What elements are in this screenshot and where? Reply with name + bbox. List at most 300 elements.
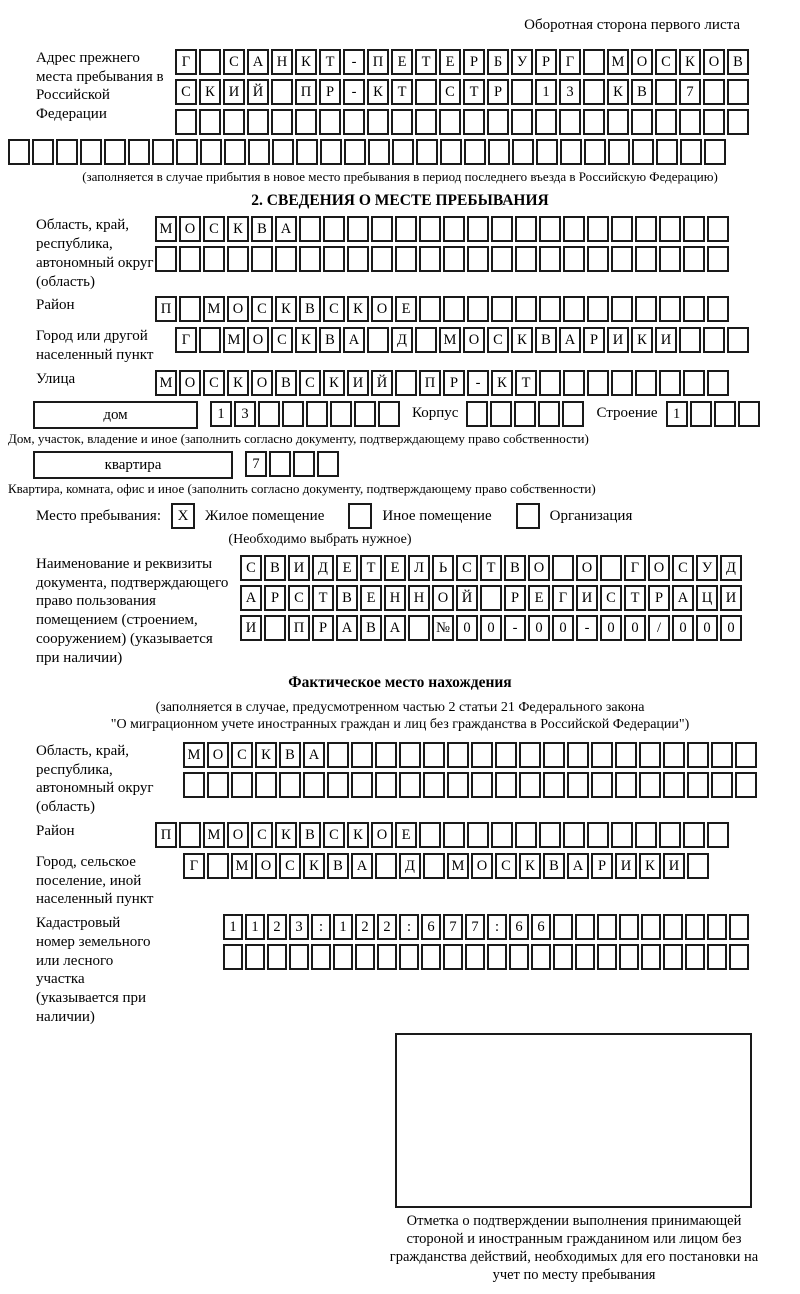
- char-cell[interactable]: [735, 742, 757, 768]
- char-cell[interactable]: [567, 742, 589, 768]
- char-cell[interactable]: [423, 853, 445, 879]
- char-cell[interactable]: В: [251, 216, 273, 242]
- char-cell[interactable]: И: [240, 615, 262, 641]
- char-cell[interactable]: [597, 944, 617, 970]
- char-cell[interactable]: [639, 772, 661, 798]
- char-cell[interactable]: 1: [245, 914, 265, 940]
- char-cell[interactable]: [563, 296, 585, 322]
- char-cell[interactable]: [659, 296, 681, 322]
- char-cell[interactable]: 0: [624, 615, 646, 641]
- char-cell[interactable]: В: [275, 370, 297, 396]
- char-cell[interactable]: 6: [531, 914, 551, 940]
- char-cell[interactable]: [323, 216, 345, 242]
- char-cell[interactable]: Р: [591, 853, 613, 879]
- char-cell[interactable]: [487, 944, 507, 970]
- char-cell[interactable]: [619, 944, 639, 970]
- char-cell[interactable]: [591, 772, 613, 798]
- char-cell[interactable]: С: [456, 555, 478, 581]
- char-cell[interactable]: С: [223, 49, 245, 75]
- char-cell[interactable]: [351, 772, 373, 798]
- char-cell[interactable]: 0: [672, 615, 694, 641]
- char-cell[interactable]: [375, 853, 397, 879]
- char-cell[interactable]: [635, 370, 657, 396]
- char-cell[interactable]: [200, 139, 222, 165]
- char-cell[interactable]: О: [371, 822, 393, 848]
- char-cell[interactable]: [659, 216, 681, 242]
- char-cell[interactable]: [490, 401, 512, 427]
- char-cell[interactable]: [375, 772, 397, 798]
- char-cell[interactable]: 7: [245, 451, 267, 477]
- char-cell[interactable]: С: [299, 370, 321, 396]
- char-cell[interactable]: П: [155, 296, 177, 322]
- char-cell[interactable]: [247, 109, 269, 135]
- char-cell[interactable]: [311, 944, 331, 970]
- char-cell[interactable]: [271, 79, 293, 105]
- char-cell[interactable]: [683, 296, 705, 322]
- char-cell[interactable]: [317, 451, 339, 477]
- char-cell[interactable]: Н: [384, 585, 406, 611]
- char-cell[interactable]: Г: [552, 585, 574, 611]
- char-cell[interactable]: И: [223, 79, 245, 105]
- char-cell[interactable]: [727, 327, 749, 353]
- char-cell[interactable]: [467, 216, 489, 242]
- char-cell[interactable]: В: [336, 585, 358, 611]
- char-cell[interactable]: [399, 742, 421, 768]
- char-cell[interactable]: [464, 139, 486, 165]
- char-cell[interactable]: [659, 370, 681, 396]
- char-cell[interactable]: О: [471, 853, 493, 879]
- char-cell[interactable]: [179, 246, 201, 272]
- char-cell[interactable]: И: [347, 370, 369, 396]
- char-cell[interactable]: [587, 246, 609, 272]
- char-cell[interactable]: [539, 822, 561, 848]
- char-cell[interactable]: :: [311, 914, 331, 940]
- char-cell[interactable]: А: [672, 585, 694, 611]
- char-cell[interactable]: [519, 772, 541, 798]
- char-cell[interactable]: [635, 246, 657, 272]
- char-cell[interactable]: Й: [247, 79, 269, 105]
- char-cell[interactable]: [377, 944, 397, 970]
- char-cell[interactable]: [539, 296, 561, 322]
- char-cell[interactable]: Г: [559, 49, 581, 75]
- char-cell[interactable]: [378, 401, 400, 427]
- char-cell[interactable]: [563, 822, 585, 848]
- char-cell[interactable]: [608, 139, 630, 165]
- char-cell[interactable]: [587, 822, 609, 848]
- char-cell[interactable]: Й: [371, 370, 393, 396]
- char-cell[interactable]: О: [371, 296, 393, 322]
- char-cell[interactable]: [735, 772, 757, 798]
- char-cell[interactable]: 0: [528, 615, 550, 641]
- char-cell[interactable]: [471, 742, 493, 768]
- char-cell[interactable]: Г: [175, 327, 197, 353]
- char-cell[interactable]: [729, 914, 749, 940]
- char-cell[interactable]: И: [288, 555, 310, 581]
- char-cell[interactable]: [707, 246, 729, 272]
- char-cell[interactable]: О: [528, 555, 550, 581]
- char-cell[interactable]: И: [720, 585, 742, 611]
- char-cell[interactable]: -: [504, 615, 526, 641]
- char-cell[interactable]: [179, 822, 201, 848]
- char-cell[interactable]: [655, 79, 677, 105]
- char-cell[interactable]: Р: [648, 585, 670, 611]
- char-cell[interactable]: 0: [456, 615, 478, 641]
- char-cell[interactable]: М: [203, 822, 225, 848]
- char-cell[interactable]: В: [319, 327, 341, 353]
- char-cell[interactable]: [707, 822, 729, 848]
- char-cell[interactable]: [319, 109, 341, 135]
- char-cell[interactable]: [443, 246, 465, 272]
- char-cell[interactable]: С: [175, 79, 197, 105]
- char-cell[interactable]: [591, 742, 613, 768]
- char-cell[interactable]: [303, 772, 325, 798]
- char-cell[interactable]: 0: [552, 615, 574, 641]
- char-cell[interactable]: И: [607, 327, 629, 353]
- char-cell[interactable]: [515, 296, 537, 322]
- char-cell[interactable]: [631, 109, 653, 135]
- char-cell[interactable]: Е: [360, 585, 382, 611]
- char-cell[interactable]: Р: [487, 79, 509, 105]
- char-cell[interactable]: Т: [391, 79, 413, 105]
- char-cell[interactable]: 0: [480, 615, 502, 641]
- char-cell[interactable]: О: [648, 555, 670, 581]
- char-cell[interactable]: [575, 944, 595, 970]
- char-cell[interactable]: [727, 109, 749, 135]
- char-cell[interactable]: [487, 109, 509, 135]
- char-cell[interactable]: Р: [264, 585, 286, 611]
- char-cell[interactable]: [587, 370, 609, 396]
- char-cell[interactable]: [419, 822, 441, 848]
- char-cell[interactable]: [423, 772, 445, 798]
- char-cell[interactable]: [619, 914, 639, 940]
- char-cell[interactable]: [367, 109, 389, 135]
- char-cell[interactable]: [583, 79, 605, 105]
- char-cell[interactable]: [552, 555, 574, 581]
- char-cell[interactable]: С: [672, 555, 694, 581]
- char-cell[interactable]: К: [367, 79, 389, 105]
- char-cell[interactable]: [399, 944, 419, 970]
- char-cell[interactable]: [511, 79, 533, 105]
- char-cell[interactable]: [611, 296, 633, 322]
- char-cell[interactable]: [491, 296, 513, 322]
- char-cell[interactable]: [563, 370, 585, 396]
- char-cell[interactable]: 0: [696, 615, 718, 641]
- char-cell[interactable]: [703, 79, 725, 105]
- char-cell[interactable]: Й: [456, 585, 478, 611]
- char-cell[interactable]: Т: [463, 79, 485, 105]
- char-cell[interactable]: Е: [391, 49, 413, 75]
- char-cell[interactable]: А: [343, 327, 365, 353]
- char-cell[interactable]: О: [631, 49, 653, 75]
- char-cell[interactable]: Г: [624, 555, 646, 581]
- char-cell[interactable]: [538, 401, 560, 427]
- char-cell[interactable]: М: [231, 853, 253, 879]
- char-cell[interactable]: С: [279, 853, 301, 879]
- char-cell[interactable]: [488, 139, 510, 165]
- char-cell[interactable]: В: [631, 79, 653, 105]
- char-cell[interactable]: А: [275, 216, 297, 242]
- char-cell[interactable]: Е: [528, 585, 550, 611]
- char-cell[interactable]: М: [155, 216, 177, 242]
- char-cell[interactable]: [347, 216, 369, 242]
- char-cell[interactable]: М: [223, 327, 245, 353]
- char-cell[interactable]: [615, 772, 637, 798]
- char-cell[interactable]: М: [203, 296, 225, 322]
- char-cell[interactable]: К: [295, 327, 317, 353]
- char-cell[interactable]: Д: [720, 555, 742, 581]
- char-cell[interactable]: Е: [336, 555, 358, 581]
- char-cell[interactable]: [199, 327, 221, 353]
- char-cell[interactable]: Н: [408, 585, 430, 611]
- char-cell[interactable]: В: [504, 555, 526, 581]
- char-cell[interactable]: [567, 772, 589, 798]
- char-cell[interactable]: [439, 109, 461, 135]
- char-cell[interactable]: 6: [421, 914, 441, 940]
- char-cell[interactable]: [392, 139, 414, 165]
- char-cell[interactable]: И: [576, 585, 598, 611]
- char-cell[interactable]: [607, 109, 629, 135]
- char-cell[interactable]: М: [607, 49, 629, 75]
- char-cell[interactable]: [703, 109, 725, 135]
- char-cell[interactable]: [295, 109, 317, 135]
- char-cell[interactable]: [419, 216, 441, 242]
- char-cell[interactable]: К: [303, 853, 325, 879]
- char-cell[interactable]: [553, 944, 573, 970]
- char-cell[interactable]: -: [343, 49, 365, 75]
- char-cell[interactable]: С: [600, 585, 622, 611]
- char-cell[interactable]: О: [227, 822, 249, 848]
- char-cell[interactable]: [553, 914, 573, 940]
- char-cell[interactable]: Р: [535, 49, 557, 75]
- char-cell[interactable]: П: [155, 822, 177, 848]
- char-cell[interactable]: [227, 246, 249, 272]
- char-cell[interactable]: [421, 944, 441, 970]
- char-cell[interactable]: [707, 370, 729, 396]
- char-cell[interactable]: [368, 139, 390, 165]
- char-cell[interactable]: 6: [509, 914, 529, 940]
- char-cell[interactable]: [711, 772, 733, 798]
- char-cell[interactable]: [199, 109, 221, 135]
- char-cell[interactable]: [707, 216, 729, 242]
- char-cell[interactable]: Д: [312, 555, 334, 581]
- char-cell[interactable]: [371, 246, 393, 272]
- char-cell[interactable]: [245, 944, 265, 970]
- char-cell[interactable]: В: [327, 853, 349, 879]
- char-cell[interactable]: М: [155, 370, 177, 396]
- char-cell[interactable]: 1: [333, 914, 353, 940]
- char-cell[interactable]: Е: [395, 822, 417, 848]
- char-cell[interactable]: [467, 296, 489, 322]
- char-cell[interactable]: К: [519, 853, 541, 879]
- char-cell[interactable]: К: [275, 296, 297, 322]
- char-cell[interactable]: [519, 742, 541, 768]
- char-cell[interactable]: [296, 139, 318, 165]
- char-cell[interactable]: [685, 944, 705, 970]
- char-cell[interactable]: О: [227, 296, 249, 322]
- char-cell[interactable]: В: [279, 742, 301, 768]
- char-cell[interactable]: №: [432, 615, 454, 641]
- char-cell[interactable]: [391, 109, 413, 135]
- char-cell[interactable]: [199, 49, 221, 75]
- char-cell[interactable]: [635, 216, 657, 242]
- char-cell[interactable]: 3: [559, 79, 581, 105]
- char-cell[interactable]: С: [231, 742, 253, 768]
- char-cell[interactable]: К: [639, 853, 661, 879]
- char-cell[interactable]: [563, 216, 585, 242]
- char-cell[interactable]: [330, 401, 352, 427]
- char-cell[interactable]: П: [288, 615, 310, 641]
- char-cell[interactable]: О: [432, 585, 454, 611]
- char-cell[interactable]: [223, 944, 243, 970]
- char-cell[interactable]: [635, 296, 657, 322]
- char-cell[interactable]: С: [251, 296, 273, 322]
- char-cell[interactable]: С: [288, 585, 310, 611]
- char-cell[interactable]: [251, 246, 273, 272]
- char-cell[interactable]: С: [487, 327, 509, 353]
- char-cell[interactable]: Б: [487, 49, 509, 75]
- char-cell[interactable]: [663, 914, 683, 940]
- char-cell[interactable]: С: [495, 853, 517, 879]
- char-cell[interactable]: [395, 246, 417, 272]
- char-cell[interactable]: [491, 216, 513, 242]
- char-cell[interactable]: Д: [391, 327, 413, 353]
- char-cell[interactable]: [443, 944, 463, 970]
- char-cell[interactable]: [447, 742, 469, 768]
- char-cell[interactable]: -: [467, 370, 489, 396]
- char-cell[interactable]: [539, 370, 561, 396]
- char-cell[interactable]: [575, 914, 595, 940]
- char-cell[interactable]: [8, 139, 30, 165]
- char-cell[interactable]: [415, 79, 437, 105]
- char-cell[interactable]: 0: [720, 615, 742, 641]
- checkbox-residential[interactable]: X: [171, 503, 195, 529]
- char-cell[interactable]: П: [419, 370, 441, 396]
- char-cell[interactable]: О: [576, 555, 598, 581]
- char-cell[interactable]: [223, 109, 245, 135]
- char-cell[interactable]: К: [255, 742, 277, 768]
- char-cell[interactable]: [511, 109, 533, 135]
- char-cell[interactable]: [447, 772, 469, 798]
- char-cell[interactable]: [466, 401, 488, 427]
- char-cell[interactable]: Р: [319, 79, 341, 105]
- char-cell[interactable]: [176, 139, 198, 165]
- char-cell[interactable]: [207, 772, 229, 798]
- char-cell[interactable]: К: [347, 822, 369, 848]
- char-cell[interactable]: С: [203, 370, 225, 396]
- char-cell[interactable]: [480, 585, 502, 611]
- char-cell[interactable]: [685, 914, 705, 940]
- char-cell[interactable]: [415, 109, 437, 135]
- char-cell[interactable]: 7: [679, 79, 701, 105]
- char-cell[interactable]: [203, 246, 225, 272]
- char-cell[interactable]: [727, 79, 749, 105]
- char-cell[interactable]: [279, 772, 301, 798]
- char-cell[interactable]: [536, 139, 558, 165]
- char-cell[interactable]: [371, 216, 393, 242]
- char-cell[interactable]: [299, 216, 321, 242]
- char-cell[interactable]: Ь: [432, 555, 454, 581]
- char-cell[interactable]: [351, 742, 373, 768]
- char-cell[interactable]: [282, 401, 304, 427]
- char-cell[interactable]: В: [299, 822, 321, 848]
- char-cell[interactable]: С: [655, 49, 677, 75]
- char-cell[interactable]: :: [487, 914, 507, 940]
- char-cell[interactable]: [355, 944, 375, 970]
- char-cell[interactable]: [333, 944, 353, 970]
- char-cell[interactable]: [175, 109, 197, 135]
- char-cell[interactable]: [104, 139, 126, 165]
- char-cell[interactable]: А: [336, 615, 358, 641]
- char-cell[interactable]: [423, 742, 445, 768]
- char-cell[interactable]: Т: [312, 585, 334, 611]
- char-cell[interactable]: [659, 246, 681, 272]
- char-cell[interactable]: А: [247, 49, 269, 75]
- char-cell[interactable]: [347, 246, 369, 272]
- char-cell[interactable]: [465, 944, 485, 970]
- char-cell[interactable]: [264, 615, 286, 641]
- char-cell[interactable]: [679, 109, 701, 135]
- char-cell[interactable]: [683, 246, 705, 272]
- char-cell[interactable]: [632, 139, 654, 165]
- char-cell[interactable]: [543, 772, 565, 798]
- char-cell[interactable]: [80, 139, 102, 165]
- char-cell[interactable]: [152, 139, 174, 165]
- char-cell[interactable]: [419, 246, 441, 272]
- char-cell[interactable]: [327, 772, 349, 798]
- char-cell[interactable]: [258, 401, 280, 427]
- char-cell[interactable]: К: [295, 49, 317, 75]
- char-cell[interactable]: [680, 139, 702, 165]
- char-cell[interactable]: [395, 216, 417, 242]
- char-cell[interactable]: [531, 944, 551, 970]
- char-cell[interactable]: [711, 742, 733, 768]
- char-cell[interactable]: [272, 139, 294, 165]
- char-cell[interactable]: Р: [443, 370, 465, 396]
- char-cell[interactable]: [443, 216, 465, 242]
- char-cell[interactable]: :: [399, 914, 419, 940]
- char-cell[interactable]: К: [491, 370, 513, 396]
- char-cell[interactable]: [690, 401, 712, 427]
- char-cell[interactable]: [415, 327, 437, 353]
- char-cell[interactable]: [231, 772, 253, 798]
- char-cell[interactable]: Т: [415, 49, 437, 75]
- char-cell[interactable]: [344, 139, 366, 165]
- char-cell[interactable]: [443, 822, 465, 848]
- char-cell[interactable]: [562, 401, 584, 427]
- char-cell[interactable]: П: [367, 49, 389, 75]
- char-cell[interactable]: С: [439, 79, 461, 105]
- char-cell[interactable]: 7: [465, 914, 485, 940]
- char-cell[interactable]: 2: [377, 914, 397, 940]
- char-cell[interactable]: [583, 49, 605, 75]
- char-cell[interactable]: [354, 401, 376, 427]
- char-cell[interactable]: [600, 555, 622, 581]
- char-cell[interactable]: 3: [234, 401, 256, 427]
- char-cell[interactable]: [327, 742, 349, 768]
- char-cell[interactable]: [128, 139, 150, 165]
- char-cell[interactable]: Р: [504, 585, 526, 611]
- char-cell[interactable]: М: [439, 327, 461, 353]
- char-cell[interactable]: 1: [210, 401, 232, 427]
- char-cell[interactable]: О: [179, 370, 201, 396]
- char-cell[interactable]: [683, 370, 705, 396]
- char-cell[interactable]: [663, 772, 685, 798]
- char-cell[interactable]: [509, 944, 529, 970]
- char-cell[interactable]: [683, 822, 705, 848]
- char-cell[interactable]: [707, 914, 727, 940]
- char-cell[interactable]: А: [351, 853, 373, 879]
- char-cell[interactable]: К: [199, 79, 221, 105]
